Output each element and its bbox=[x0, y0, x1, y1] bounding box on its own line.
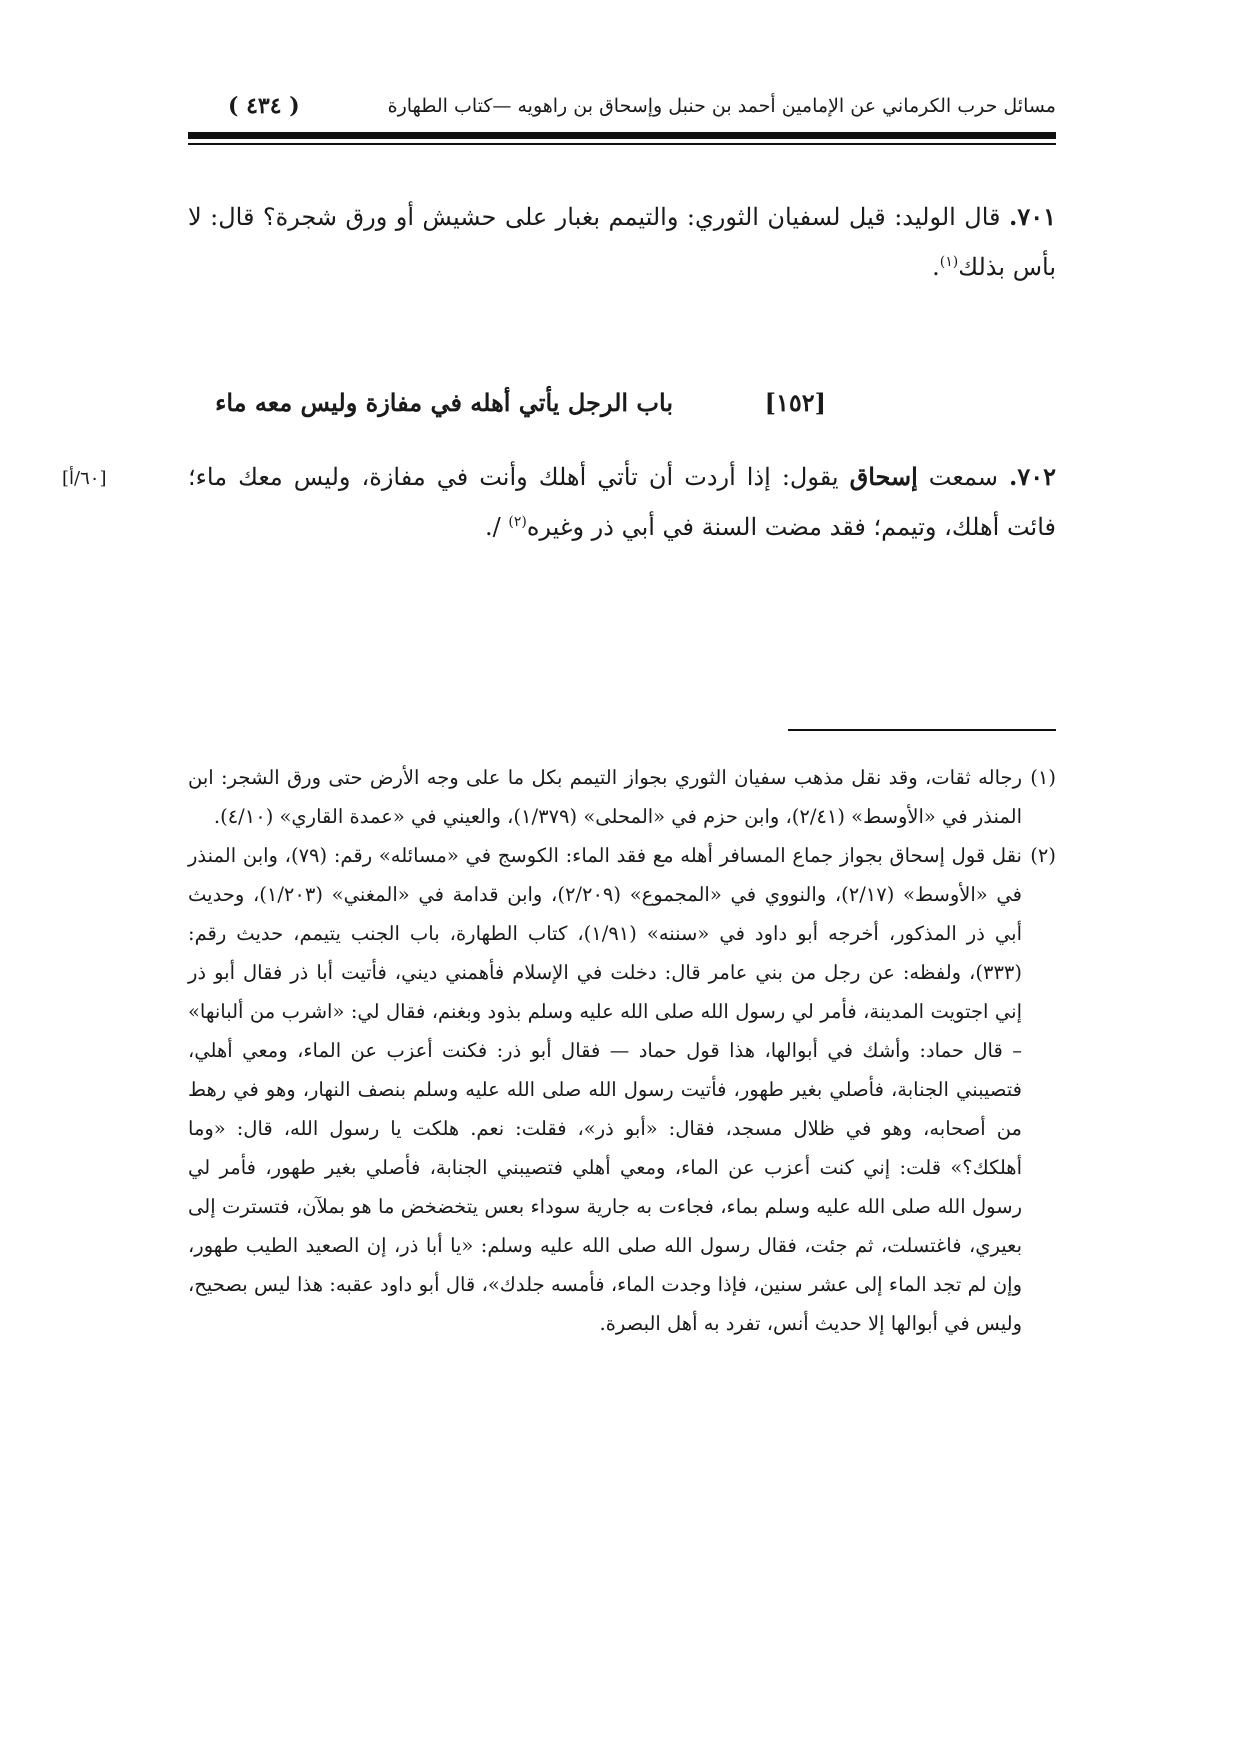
footnote-2 bbox=[188, 836, 1056, 1343]
page-number: ( ٤٣٤ ) bbox=[228, 93, 300, 119]
entry-number: ٧٠١. bbox=[1008, 202, 1056, 231]
chapter-heading bbox=[188, 378, 1056, 428]
footnote-text: رجاله ثقات، وقد نقل مذهب سفيان الثوري بجواز التيمم بكل ما على وجه الأرض حتى ورق الشجر: ابن المنذر في «الأوسط» (٢/٤١)، وابن حزم في «المحلى» (١/٣٧٩)، والعيني في «عمدة القاري» (٤/١٠). bbox=[188, 766, 1022, 828]
entry-701 bbox=[188, 192, 1056, 292]
header-rule-thick bbox=[188, 132, 1056, 139]
footnote-ref[interactable]: (٢) bbox=[508, 514, 527, 530]
footnote-ref[interactable]: (١) bbox=[939, 254, 959, 270]
entry-end: /. bbox=[485, 513, 509, 541]
entry-end: . bbox=[932, 253, 940, 281]
header-title: مسائل حرب الكرماني عن الإمامين أحمد بن حنبل وإسحاق بن راهويه —كتاب الطهارة bbox=[387, 95, 1056, 117]
footnotes bbox=[188, 758, 1056, 1343]
footnote-separator bbox=[788, 729, 1056, 731]
manuscript-folio-note: [٦٠/أ] bbox=[62, 468, 107, 489]
header-rule-thin bbox=[188, 143, 1056, 145]
chapter-title: باب الرجل يأتي أهله في مفازة وليس معه ماء bbox=[215, 388, 673, 417]
entry-text: قال الوليد: قيل لسفيان الثوري: والتيمم بغبار على حشيش أو ورق شجرة؟ قال: لا بأس بذلك bbox=[188, 203, 1056, 281]
footnote-number: (٢) bbox=[1030, 844, 1056, 867]
entry-702 bbox=[188, 452, 1056, 552]
footnote-text: نقل قول إسحاق بجواز جماع المسافر أهله مع فقد الماء: الكوسج في «مسائله» رقم: (٧٩)، وابن المنذر في «الأوسط» (٢/١٧)، والنووي في «المجموع» (٢/٢٠٩)، وابن قدامة في «المغني» (١/٢٠٣)، وحديث أبي ذر المذكور، أخرجه أبو داود في «سننه» (١/٩١)، كتاب الطهارة، باب الجنب يتيمم، حديث رقم: (٣٣٣)، ولفظه: عن رجل من بني عامر قال: دخلت في الإسلام فأهمني ديني، فأتيت أبا ذر فقال أبو ذر إني اجتويت المدينة، فأمر لي رسول الله صلى الله عليه وسلم بذود وبغنم، فقال لي: «اشرب من ألبانها» – قال حماد: وأشك في أبوالها، هذا قول حماد — فقال أبو ذر: فكنت أعزب عن الماء، ومعي أهلي، فتصيبني الجنابة، فأصلي بغير طهور، فأتيت رسول الله صلى الله عليه وسلم بنصف النهار، وهو في رهط من أصحابه، وهو في ظلال مسجد، فقال: «أبو ذر»، فقلت: نعم. هلكت يا رسول الله، قال: «وما أهلكك؟» قلت: إني كنت أعزب عن الماء، ومعي أهلي فتصيبني الجنابة، فأصلي بغير طهور، فأمر لي رسول الله صلى الله عليه وسلم بماء، فجاءت به جارية سوداء بعس يتخضخض ما هو بملآن، فتسترت إلى بعيري، فاغتسلت، ثم جئت، فقال رسول الله صلى الله عليه وسلم: «يا أبا ذر، إن الصعيد الطيب طهور، وإن لم تجد الماء إلى عشر سنين، فإذا وجدت الماء، فأمسه جلدك»، قال أبو داود عقبه: هذا ليس بصحيح، وليس في أبوالها إلا حديث أنس، تفرد به أهل البصرة. bbox=[188, 844, 1022, 1335]
chapter-number: [١٥٢] bbox=[764, 388, 826, 417]
footnote-number: (١) bbox=[1030, 766, 1056, 789]
footnote-1 bbox=[188, 758, 1056, 836]
running-header bbox=[188, 86, 1056, 126]
entry-text-after: يقول: إذا أردت أن تأتي أهلك وأنت في مفازة، وليس معك ماء؛ فائت أهلك، وتيمم؛ فقد مضت السنة في أبي ذر وغيره bbox=[188, 463, 1056, 541]
entry-number: ٧٠٢. bbox=[1008, 462, 1056, 491]
person-name: إسحاق bbox=[849, 462, 918, 491]
entry-text-before: سمعت bbox=[928, 463, 998, 491]
